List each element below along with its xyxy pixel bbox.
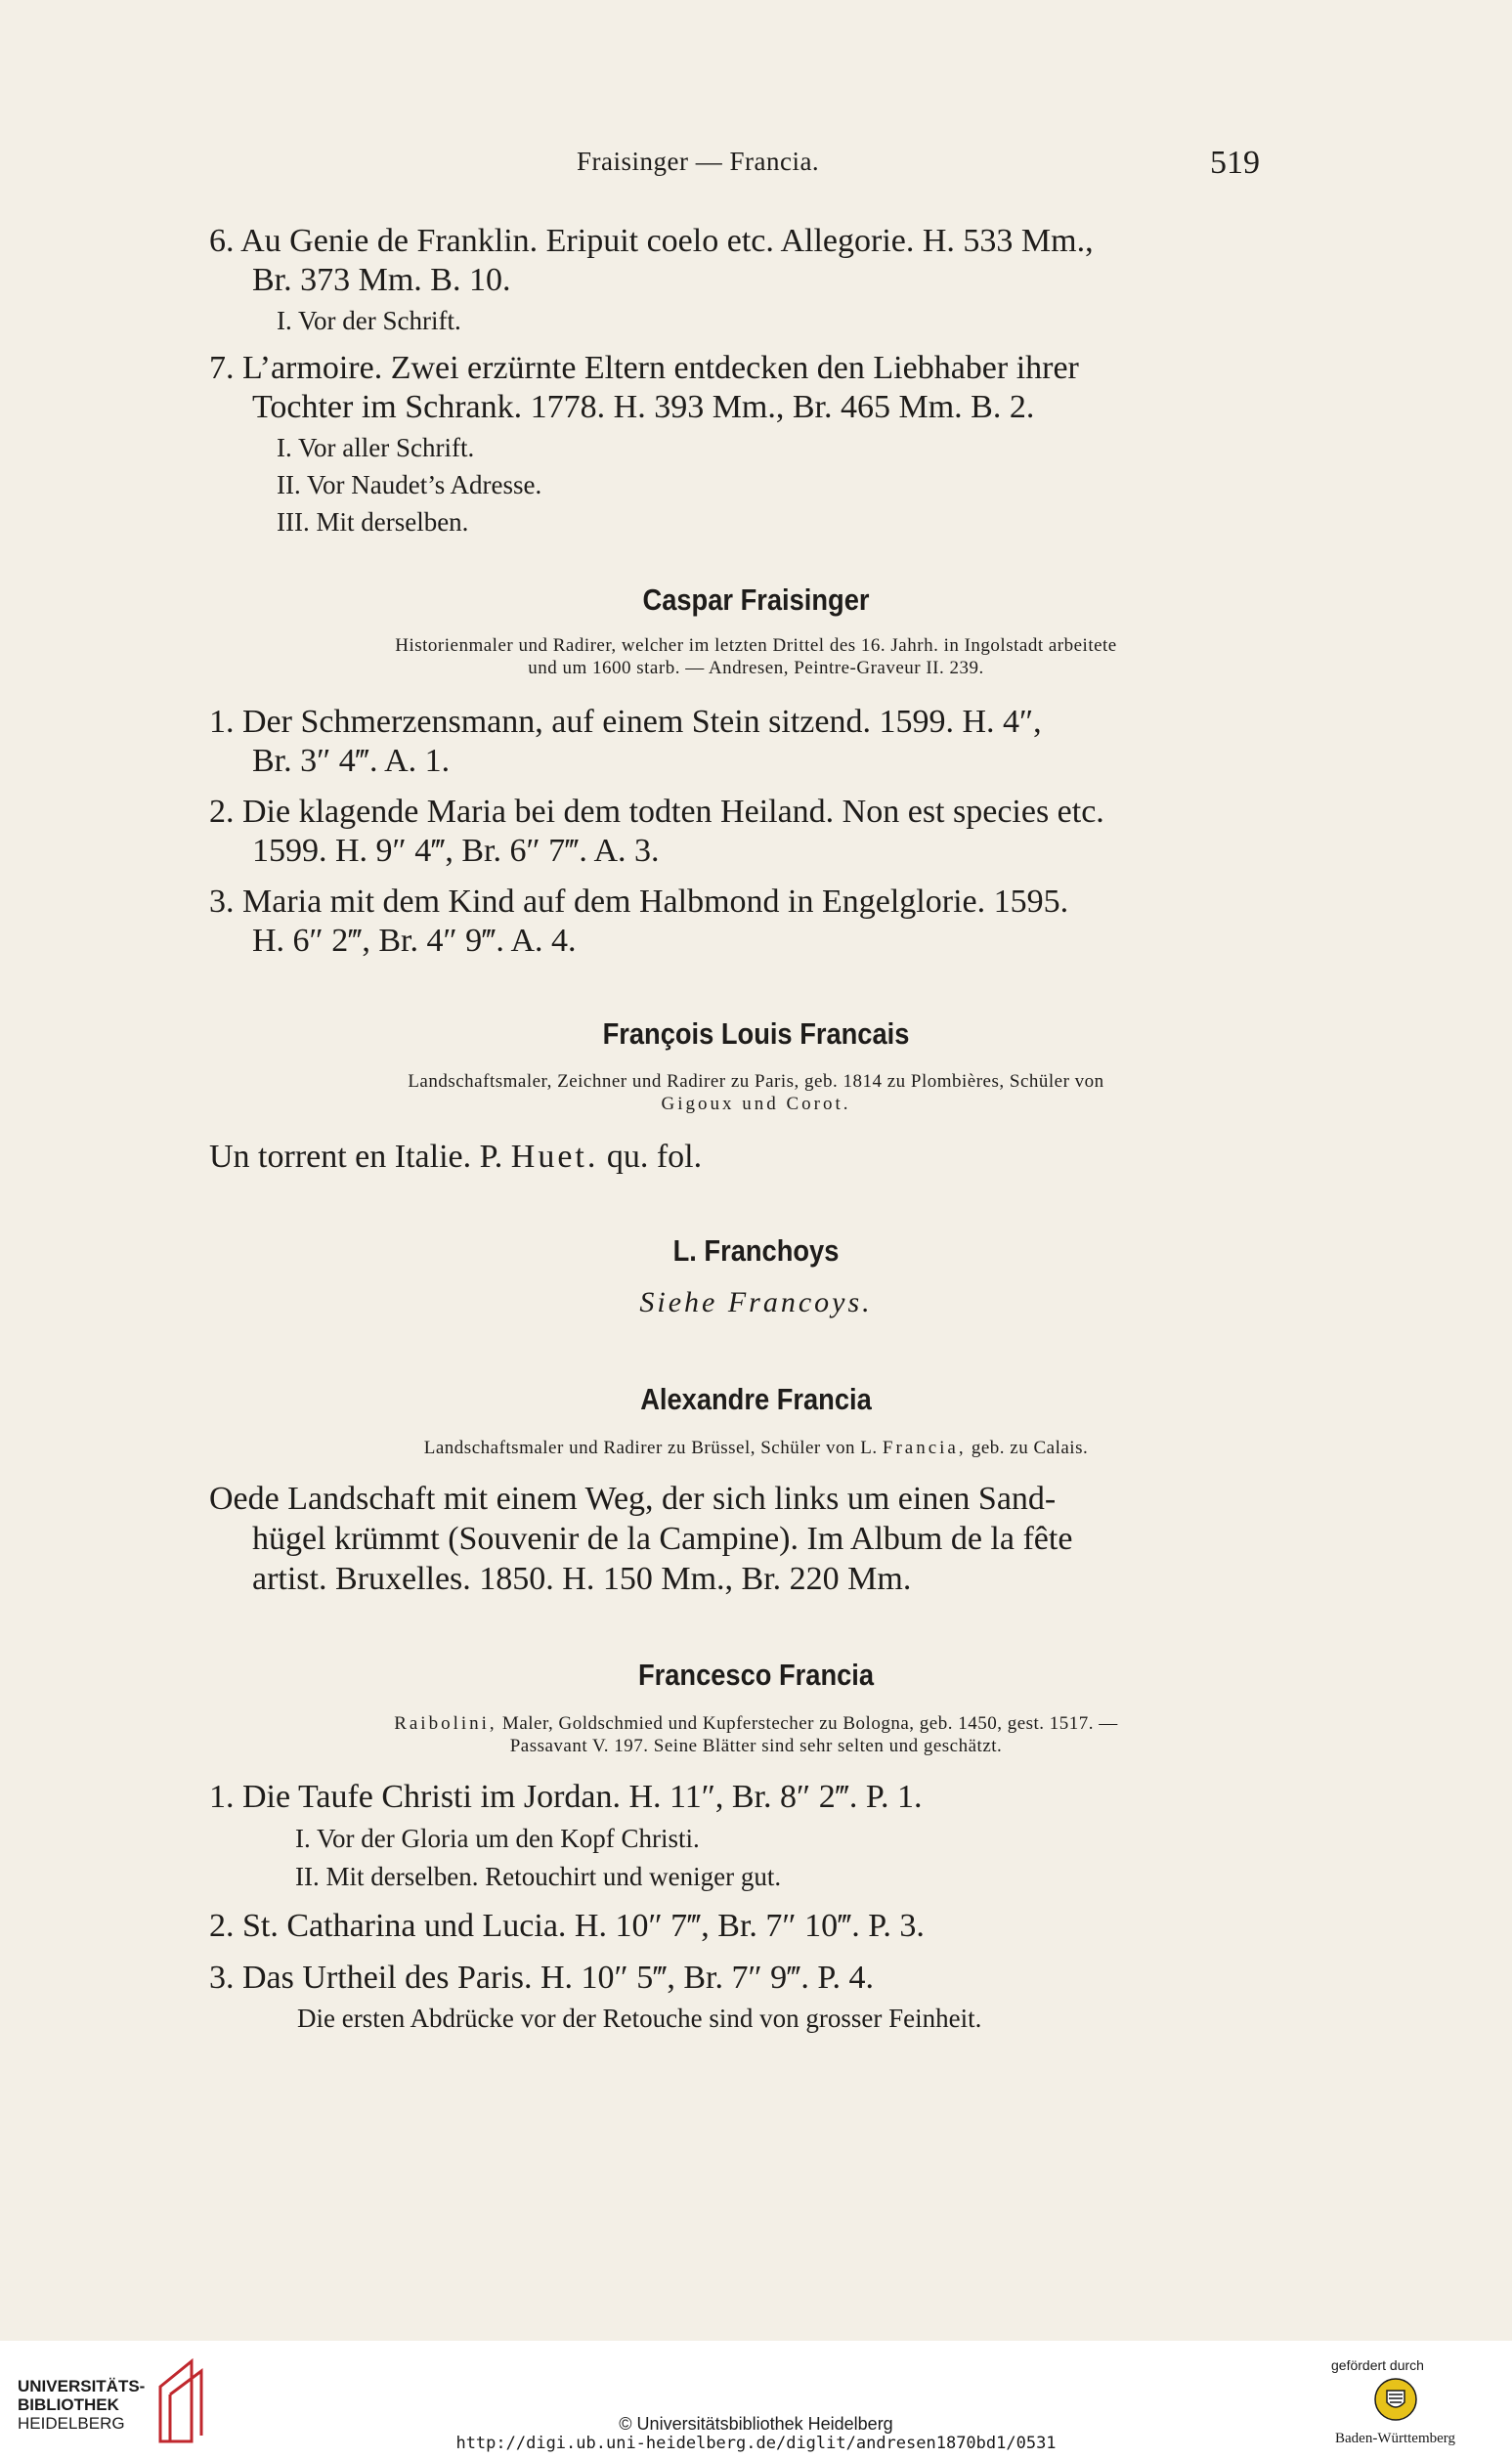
work-title: Un torrent en Italie. P. [209, 1139, 503, 1175]
artist-heading: L. Franchoys [672, 1233, 840, 1268]
engraver-name: Huet. [510, 1139, 599, 1175]
entry-line: 3. Das Urtheil des Paris. H. 10″ 5‴, Br. 7″ 9‴. P. 4. [209, 1960, 874, 1996]
bio-name: Raibolini, [394, 1713, 497, 1734]
artist-heading: Francesco Francia [637, 1658, 875, 1692]
entry-line: 2. Die klagende Maria bei dem todten Heiland. Non est species etc. [209, 794, 1104, 830]
page-number: 519 [1210, 145, 1260, 181]
artist-bio: Landschaftsmaler, Zeichner und Radirer zu Paris, geb. 1814 zu Plombières, Schüler von [408, 1071, 1104, 1092]
entry-line: 1. Die Taufe Christi im Jordan. H. 11″, Br. 8″ 2‴. P. 1. [209, 1779, 923, 1815]
state-line: III. Mit derselben. [277, 507, 469, 537]
funded-by-label: gefördert durch [1331, 2357, 1424, 2373]
state-line: I. Vor der Gloria um den Kopf Christi. [295, 1824, 700, 1853]
state-label: Baden-Württemberg [1335, 2431, 1456, 2446]
artist-heading: Caspar Fraisinger [642, 582, 870, 617]
entry-line: H. 6″ 2‴, Br. 4″ 9‴. A. 4. [252, 923, 577, 959]
bio-name: Francia, [882, 1438, 967, 1458]
entry-line: Oede Landschaft mit einem Weg, der sich links um einen Sand- [209, 1481, 1057, 1517]
library-name: BIBLIOTHEK [18, 2395, 119, 2414]
entry-line: 2. St. Catharina und Lucia. H. 10″ 7‴, Br. 7″ 10‴. P. 3. [209, 1908, 925, 1944]
artist-bio: Gigoux und Corot. [661, 1094, 851, 1114]
entry-line: artist. Bruxelles. 1850. H. 150 Mm., Br. 220 Mm. [252, 1561, 912, 1597]
artist-bio: Passavant V. 197. Seine Blätter sind sehr selten und geschätzt. [509, 1736, 1003, 1756]
artist-bio [0, 1438, 1512, 1459]
entry-line: Br. 3″ 4‴. A. 1. [252, 743, 451, 779]
artist-heading: François Louis Francais [602, 1016, 910, 1051]
copyright-notice: © Universitätsbibliothek Heidelberg [619, 2414, 893, 2434]
note-line: Die ersten Abdrücke vor der Retouche sind von grosser Feinheit. [297, 2004, 982, 2033]
artist-bio: Historienmaler und Radirer, welcher im letzten Drittel des 16. Jahrh. in Ingolstadt arbeitete [395, 635, 1117, 656]
bio-text: geb. zu Calais. [971, 1438, 1089, 1458]
bio-text: Landschaftsmaler und Radirer zu Brüssel, Schüler von L. [423, 1438, 878, 1458]
artist-heading: Alexandre Francia [640, 1382, 872, 1416]
library-name: UNIVERSITÄTS- [18, 2377, 146, 2395]
work-format: qu. fol. [606, 1139, 703, 1175]
state-crest-icon [1373, 2377, 1418, 2422]
artist-bio: und um 1600 starb. — Andresen, Peintre-Graveur II. 239. [528, 658, 984, 678]
running-head: Fraisinger — Francia. [577, 147, 820, 176]
bio-text: Maler, Goldschmied und Kupferstecher zu Bologna, geb. 1450, gest. 1517. — [501, 1713, 1118, 1734]
library-city: HEIDELBERG [18, 2414, 125, 2433]
artist-bio [0, 1713, 1512, 1735]
entry-line: 3. Maria mit dem Kind auf dem Halbmond in Engelglorie. 1595. [209, 884, 1069, 920]
entry-line: Tochter im Schrank. 1778. H. 393 Mm., Br. 465 Mm. B. 2. [252, 389, 1035, 425]
state-line: II. Vor Naudet’s Adresse. [277, 470, 542, 499]
entry-line: 1599. H. 9″ 4‴, Br. 6″ 7‴. A. 3. [252, 833, 660, 869]
cross-reference: Siehe Francoys. [639, 1286, 873, 1318]
entry-line: 7. L’armoire. Zwei erzürnte Eltern entdecken den Liebhaber ihrer [209, 350, 1079, 386]
state-line: I. Vor aller Schrift. [277, 433, 475, 462]
entry-line: 6. Au Genie de Franklin. Eripuit coelo etc. Allegorie. H. 533 Mm., [209, 223, 1094, 259]
state-line: II. Mit derselben. Retouchirt und weniger gut. [295, 1862, 782, 1891]
permalink[interactable]: http://digi.ub.uni-heidelberg.de/diglit/andresen1870bd1/0531 [455, 2434, 1057, 2453]
entry-line: 1. Der Schmerzensmann, auf einem Stein sitzend. 1599. H. 4″, [209, 704, 1042, 740]
entry-line [209, 1139, 702, 1176]
state-line: I. Vor der Schrift. [277, 306, 461, 335]
entry-line: hügel krümmt (Souvenir de la Campine). Im Album de la fête [252, 1521, 1073, 1557]
entry-line: Br. 373 Mm. B. 10. [252, 262, 511, 298]
